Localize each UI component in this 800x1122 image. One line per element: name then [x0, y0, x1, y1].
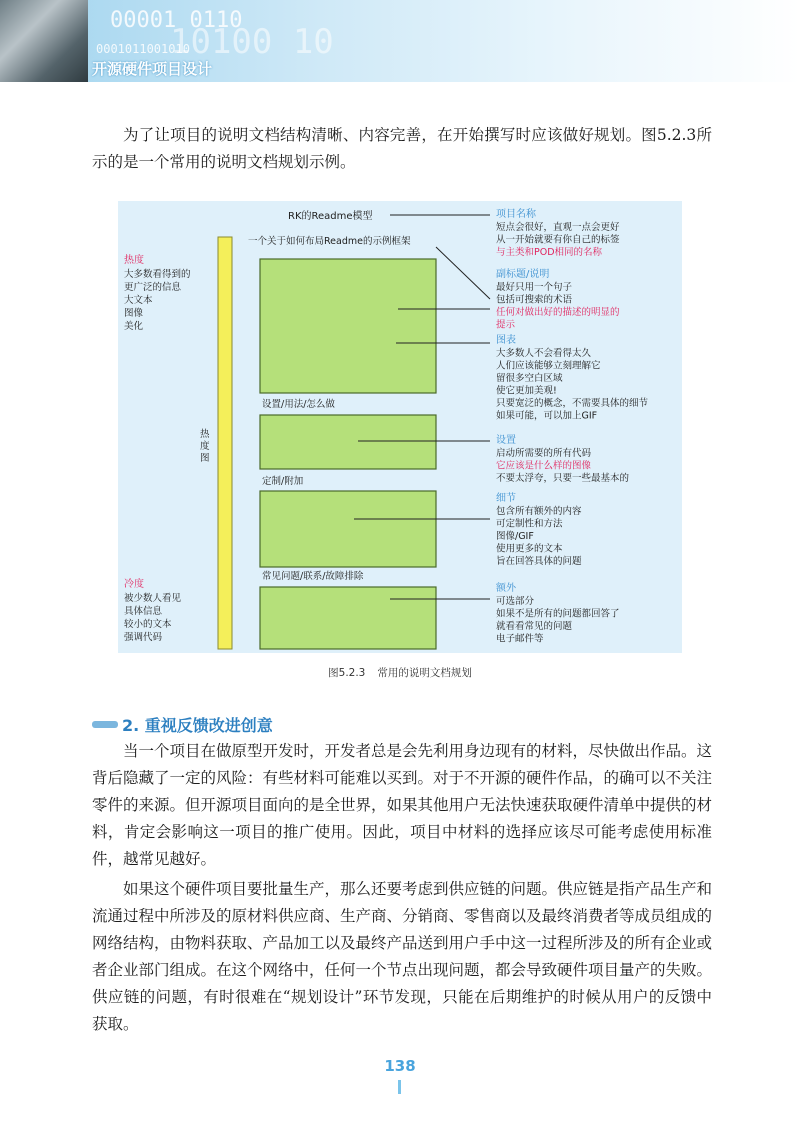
heat-vertical-char: 度	[200, 441, 210, 452]
intro-paragraph: 为了让项目的说明文档结构清晰、内容完善，在开始撰写时应该做好规划。图5.2.3所示的是一个常用的说明文档规划示例。	[92, 126, 712, 171]
hot-line: 图像	[124, 308, 144, 319]
figure-diagram	[118, 201, 682, 653]
hot-line: 大多数看得到的	[124, 269, 191, 280]
box-label-setup-usage: 设置/用法/怎么做	[262, 399, 335, 410]
box-header-section	[260, 259, 436, 393]
page-number-tick	[398, 1080, 401, 1094]
box-label-custom: 定制/附加	[262, 476, 304, 487]
cold-line: 较小的文本	[124, 619, 172, 630]
figure-frame-label: 一个关于如何布局Readme的示例框架	[248, 236, 411, 247]
annotation-title: 图表	[496, 335, 516, 346]
hot-line: 更广泛的信息	[124, 282, 182, 293]
readme-planning-figure	[118, 201, 682, 653]
annotation-line: 使用更多的文本	[496, 543, 563, 555]
annotation-line: 包含所有额外的内容	[496, 506, 582, 517]
section-marker	[92, 721, 118, 728]
annotation-title: 副标题/说明	[496, 269, 550, 280]
annotation-line: 旨在回答具体的问题	[496, 556, 582, 567]
cold-line: 被少数人看见	[124, 593, 182, 604]
annotation-line: 使它更加美观!	[496, 385, 557, 397]
annotation-line: 留很多空白区域	[496, 373, 563, 384]
figure-caption-number: 图5.2.3	[328, 667, 366, 679]
annotations	[496, 208, 649, 645]
cold-line: 具体信息	[124, 606, 163, 617]
box-setup-section	[260, 415, 436, 469]
section-heading	[92, 713, 273, 736]
annotation-highlight: 与主类和POD相同的名称	[496, 247, 603, 258]
header-binary-decoration: 0001011001010	[96, 42, 190, 56]
figure-caption-text: 常用的说明文档规划	[377, 667, 472, 679]
header-binary-decoration: 10100 10	[170, 22, 334, 62]
hot-line: 美化	[124, 321, 144, 332]
annotation-line: 从一开始就要有你自己的标签	[496, 234, 620, 246]
annotation-line: 如果不是所有的问题都回答了	[496, 608, 620, 620]
annotation-line: 大多数人不会看得太久	[496, 348, 592, 359]
heat-bar	[218, 237, 232, 649]
body-paragraph: 如果这个硬件项目要批量生产，那么还要考虑到供应链的问题。供应链是指产品生产和流通过程中所涉及的原材料供应商、生产商、分销商、零售商以及最终消费者等成员组成的网络结构，由物料获取、产品加工以及最终产品送到用户手中这一过程所涉及的所有企业或者企业部门组成。在这个网络中，任何一个节点出现问题，都会导致硬件项目量产的失败。供应链的问题，有时很难在“规划设计”环节发现，只能在后期维护的时候从用户的反馈中获取。	[92, 880, 713, 1033]
annotation-line: 图像/GIF	[496, 531, 534, 542]
heat-vertical-char: 热	[200, 429, 210, 440]
annotation-line: 最好只用一个句子	[496, 282, 573, 293]
header-binary-decoration: 00001 0110	[110, 8, 243, 33]
hot-line: 大文本	[124, 295, 153, 306]
cold-title: 冷度	[124, 579, 144, 590]
annotation-title: 设置	[496, 435, 516, 446]
page-header	[0, 0, 800, 82]
annotation-title: 细节	[496, 493, 516, 504]
body-paragraph: 当一个项目在做原型开发时，开发者总是会先利用身边现有的材料，尽快做出作品。这背后隐藏了一定的风险：有些材料可能难以买到。对于不开源的硬件作品，的确可以不关注零件的来源。但开源项目面向的是全世界，如果其他用户无法快速获取硬件清单中提供的材料，肯定会影响这一项目的推广使用。因此，项目中材料的选择应该尽可能考虑使用标准件，越常见越好。	[92, 742, 713, 868]
cold-line: 强调代码	[124, 632, 163, 643]
box-custom-section	[260, 491, 436, 567]
annotation-line: 启动所需要的所有代码	[496, 448, 592, 459]
annotation-highlight: 任何对做出好的描述的明显的	[496, 307, 620, 318]
annotation-line: 可选部分	[496, 596, 535, 607]
hot-title: 热度	[124, 255, 144, 266]
annotation-line: 包括可搜索的术语	[496, 294, 573, 306]
annotation-highlight: 提示	[496, 319, 516, 331]
annotation-title: 额外	[496, 583, 516, 594]
annotation-highlight: 它应该是什么样的图像	[496, 460, 592, 472]
annotation-line: 可定制性和方法	[496, 518, 563, 530]
annotation-line: 就看看常见的问题	[496, 621, 573, 632]
cold-description	[124, 577, 182, 643]
heat-vertical-char: 图	[200, 453, 210, 464]
annotation-line: 电子邮件等	[496, 633, 544, 645]
section-title: 2. 重视反馈改进创意	[122, 716, 273, 735]
box-faq-section	[260, 587, 436, 649]
page-number: 138	[384, 1057, 416, 1075]
book-title: 开源硬件项目设计	[92, 60, 213, 78]
annotation-line: 短点会很好，直观一点会更好	[496, 222, 620, 233]
figure-top-label: RK的Readme模型	[288, 211, 373, 222]
heat-vertical-label	[200, 428, 210, 464]
box-label-faq: 常见问题/联系/故障排除	[262, 571, 364, 582]
annotation-title: 项目名称	[496, 209, 536, 220]
connector-line	[436, 247, 490, 299]
annotation-line: 只要宽泛的概念，不需要具体的细节	[496, 398, 649, 409]
annotation-line: 人们应该能够立刻理解它	[496, 360, 601, 372]
annotation-line: 如果可能，可以加上GIF	[496, 410, 598, 422]
annotation-line: 不要太浮夸，只要一些最基本的	[496, 473, 630, 484]
header-photo	[0, 0, 88, 82]
hot-description	[124, 253, 191, 332]
figure-caption	[0, 665, 800, 680]
